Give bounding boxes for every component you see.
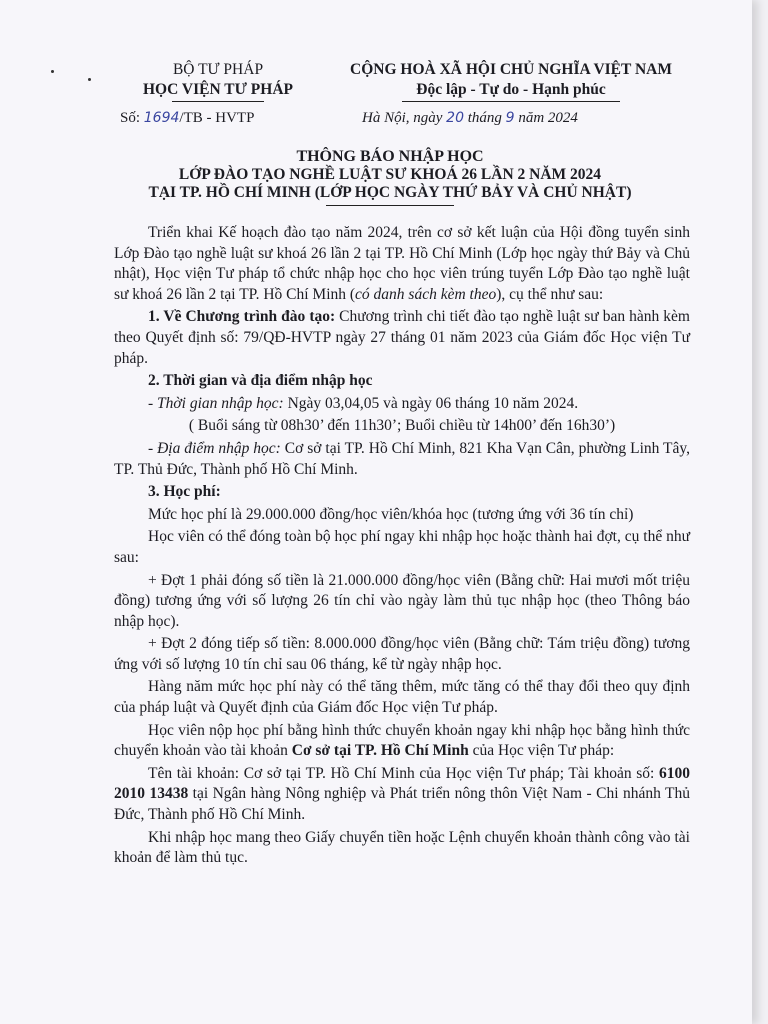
issuer-header [118,60,318,102]
fee-increase-note: Hàng năm mức học phí này có thể tăng thêm, mức tăng có thể thay đổi theo quy định của pháp luật và Quyết định của Giám đốc Học viện Tư pháp. [114,678,690,717]
doc-number-suffix: /TB - HVTP [179,110,255,126]
scan-speck [88,78,91,81]
section-2-heading: 2. Thời gian và địa điểm nhập học [148,372,373,390]
doc-number-prefix: Số: [120,110,141,126]
required-documents: Khi nhập học mang theo Giấy chuyển tiền hoặc Lệnh chuyển khoản thành công vào tài khoản để làm thủ tục. [114,828,690,867]
installment-1: + Đợt 1 phải đóng số tiền là 21.000.000 đồng/học viên (Bằng chữ: Hai mươi mốt triệu đồng) tương ứng với số lượng 26 tín chỉ vào ngày làm thủ tục nhập học (theo Thông báo nhập học). [114,571,690,630]
handwritten-month: 9 [505,110,515,126]
enrollment-place: - Địa điểm nhập học: Cơ sở tại TP. Hồ Chí Minh, 821 Kha Vạn Cân, phường Linh Tây, TP. Thủ Đức, Thành phố Hồ Chí Minh. [114,439,690,478]
enrollment-sessions: ( Buổi sáng từ 08h30’ đến 11h30’; Buổi chiều từ 14h00’ đến 16h30’) [188,417,616,435]
title-line-2: LỚP ĐÀO TẠO NGHỀ LUẬT SƯ KHOÁ 26 LẦN 2 NĂM 2024 [178,166,602,183]
installments-intro: Học viên có thể đóng toàn bộ học phí ngay khi nhập học hoặc thành hai đợt, cụ thể như sau: [114,528,690,566]
tuition-fee: Mức học phí là 29.000.000 đồng/học viên/khóa học (tương ứng với 36 tín chỉ) [148,505,634,523]
motto-rule [402,101,620,102]
section-3-heading: 3. Học phí: [148,483,221,501]
date-prefix: Hà Nội, ngày [362,110,443,126]
title-line-3: TẠI TP. HỒ CHÍ MINH (LỚP HỌC NGÀY THỨ BẢY VÀ CHỦ NHẬT) [148,184,632,201]
title-line-1: THÔNG BÁO NHẬP HỌC [296,148,484,165]
installment-2: + Đợt 2 đóng tiếp số tiền: 8.000.000 đồng/học viên (Bằng chữ: Tám triệu đồng) tương ứng với số lượng 10 tín chỉ sau 06 tháng, kể từ ngày nhập học. [114,635,690,673]
document-body [114,223,690,871]
document-date [362,110,578,127]
handwritten-doc-number: 1694 [143,110,180,126]
academy-name: HỌC VIỆN TƯ PHÁP [143,81,293,98]
section-1: 1. Về Chương trình đào tạo: Chương trình chi tiết đào tạo nghề luật sư ban hành kèm theo Quyết định số: 79/QĐ-HVTP ngày 27 tháng 01 năm 2023 của Giám đốc Học viện Tư pháp. [114,308,690,367]
section-1-heading: 1. Về Chương trình đào tạo: [148,308,336,326]
date-year: năm 2024 [518,110,578,126]
title-rule [326,205,454,206]
document-title [100,148,680,206]
header-rule [172,101,264,102]
ministry-name: BỘ TƯ PHÁP [172,61,264,78]
scan-speck [51,70,54,73]
enrollment-time: - Thời gian nhập học: Ngày 03,04,05 và ngày 06 tháng 10 năm 2024. [148,394,579,412]
bank-account-details: Tên tài khoản: Cơ sở tại TP. Hồ Chí Minh của Học viện Tư pháp; Tài khoản số: 6100 2010 13438 tại Ngân hàng Nông nghiệp và Phát triển nông thôn Việt Nam - Chi nhánh Thủ Đức, Thành phố Hồ Chí Minh. [114,764,691,824]
document-number [120,110,254,127]
intro-paragraph: Triển khai Kế hoạch đào tạo năm 2024, trên cơ sở kết luận của Hội đồng tuyển sinh Lớp Đào tạo nghề luật sư khoá 26 lần 2 tại TP. Hồ Chí Minh (Lớp học ngày thứ Bảy và Chủ nhật), Học viện Tư pháp tổ chức nhập học cho học viên trúng tuyển Lớp Đào tạo nghề luật sư khoá 26 lần 2 tại TP. Hồ Chí Minh (có danh sách kèm theo), cụ thể như sau: [114,224,690,303]
date-month-label: tháng [467,110,502,126]
country-name: CỘNG HOÀ XÃ HỘI CHỦ NGHĨA VIỆT NAM [350,61,672,78]
national-motto: Độc lập - Tự do - Hạnh phúc [416,81,606,98]
handwritten-day: 20 [446,110,464,126]
account-number: 6100 2010 13438 [114,764,690,803]
national-header [318,60,704,102]
transfer-instructions: Học viên nộp học phí bằng hình thức chuyển khoản ngay khi nhập học bằng hình thức chuyển khoản vào tài khoản Cơ sở tại TP. Hồ Chí Minh của Học viện Tư pháp: [114,721,690,760]
